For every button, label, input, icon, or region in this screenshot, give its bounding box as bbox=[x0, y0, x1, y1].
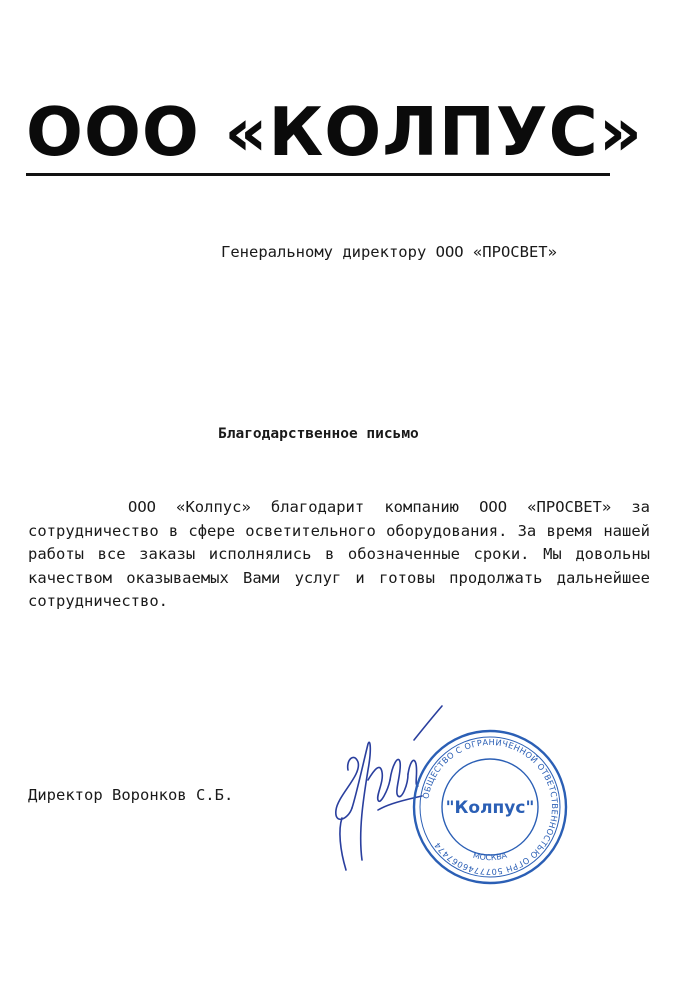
svg-text:"Колпус": "Колпус" bbox=[445, 798, 535, 818]
signatory-line: Директор Воронков С.Б. bbox=[28, 786, 234, 804]
svg-text:ОБЩЕСТВО С ОГРАНИЧЕННОЙ ОТВЕТС: ОБЩЕСТВО С ОГРАНИЧЕННОЙ ОТВЕТСТВЕННОСТЬЮ ОГРН 5077746067474 bbox=[420, 736, 561, 878]
letter-title: Благодарственное письмо bbox=[218, 426, 419, 442]
header-divider bbox=[26, 173, 610, 176]
svg-text:МОСКВА: МОСКВА bbox=[472, 850, 508, 863]
letterhead bbox=[26, 92, 644, 172]
company-seal bbox=[410, 727, 570, 887]
letter-body: ООО «Колпус» благодарит компанию ООО «ПРОСВЕТ» за сотрудничество в сфере осветительного оборудования. За время нашей работы все заказы исполнялись в обозначенные сроки. Мы довольны качеством оказываемых Вами услуг и готовы продолжать дальнейшее сотрудничество. bbox=[28, 498, 650, 610]
addressee-line: Генеральному директору ООО «ПРОСВЕТ» bbox=[221, 243, 557, 261]
company-name: ООО «КОЛПУС» bbox=[26, 93, 644, 171]
